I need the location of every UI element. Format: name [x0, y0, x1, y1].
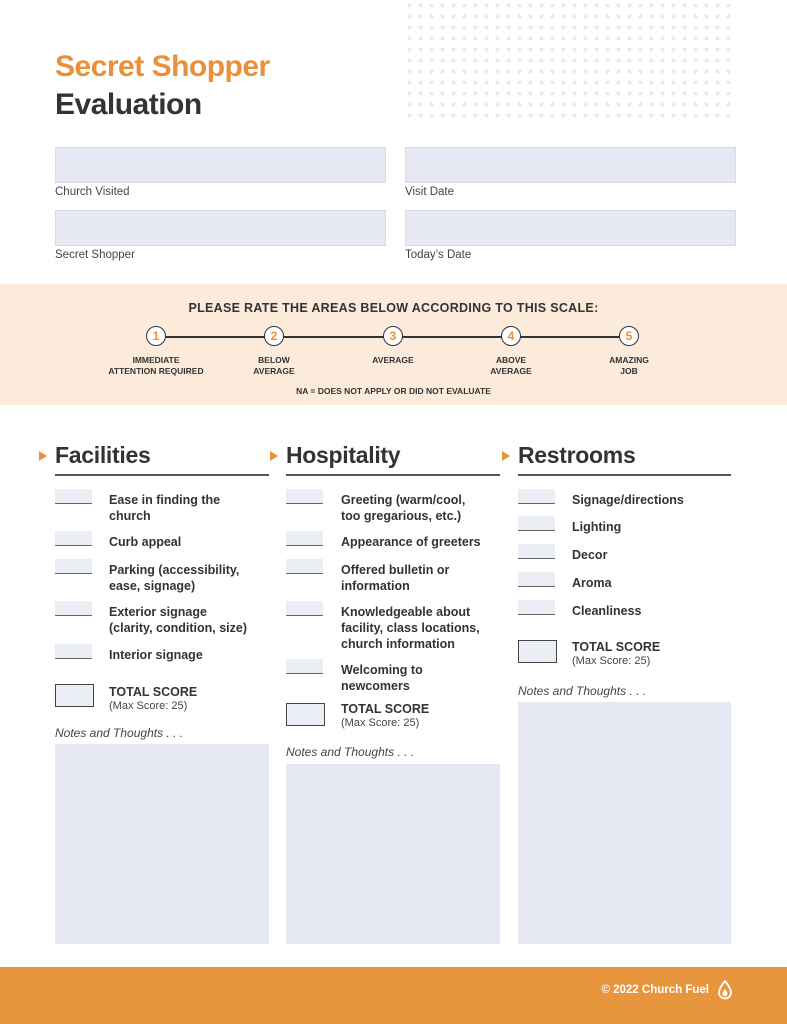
hospitality-total-score-label: TOTAL SCORE [341, 702, 430, 716]
hospitality-arrow-icon [270, 451, 278, 461]
restrooms-total-score-box[interactable] [518, 640, 557, 663]
scale-label-2-line2: AVERAGE [253, 366, 295, 376]
facilities-total-score-label: TOTAL SCORE [109, 685, 198, 699]
rating-scale-heading: PLEASE RATE THE AREAS BELOW ACCORDING TO THIS SCALE: [188, 301, 599, 315]
hospitality-score-blank-3[interactable] [286, 559, 323, 574]
hospitality-score-blank-5[interactable] [286, 659, 323, 674]
hospitality-item-5 [341, 662, 423, 694]
scale-label-3-line1: AVERAGE [372, 355, 414, 365]
hospitality-rule [286, 474, 500, 476]
scale-label-1-line1: IMMEDIATE [132, 355, 180, 365]
visit-date-input[interactable] [405, 147, 736, 183]
restrooms-item-3: Decor [572, 548, 608, 562]
hospitality-score-blank-4[interactable] [286, 601, 323, 616]
hospitality-item-4 [341, 604, 480, 652]
scale-label-2-line1: BELOW [258, 355, 290, 365]
restrooms-score-blank-3[interactable] [518, 544, 555, 559]
restrooms-arrow-icon [502, 451, 510, 461]
page-title-line2: Evaluation [55, 88, 202, 121]
secret-shopper-label: Secret Shopper [55, 249, 135, 261]
facilities-max-score-label: (Max Score: 25) [109, 700, 188, 712]
facilities-notes-label: Notes and Thoughts . . . [55, 726, 184, 740]
hospitality-notes-label: Notes and Thoughts . . . [286, 745, 415, 759]
facilities-item-5: Interior signage [109, 648, 203, 662]
facilities-item-4-line1: Exterior signage [109, 605, 207, 619]
hospitality-item-5-line1: Welcoming to [341, 663, 423, 677]
hospitality-score-blank-1[interactable] [286, 489, 323, 504]
facilities-item-3-line1: Parking (accessibility, [109, 563, 240, 577]
facilities-section-title: Facilities [55, 442, 151, 468]
facilities-score-blank-3[interactable] [55, 559, 92, 574]
hospitality-item-3-line2: information [341, 579, 410, 593]
facilities-score-blank-4[interactable] [55, 601, 92, 616]
facilities-score-blank-1[interactable] [55, 489, 92, 504]
facilities-item-4 [109, 604, 247, 636]
restrooms-rule [518, 474, 731, 476]
hospitality-section-title: Hospitality [286, 442, 401, 468]
hospitality-item-1 [341, 492, 465, 524]
facilities-item-1 [109, 492, 220, 524]
facilities-score-blank-2[interactable] [55, 531, 92, 546]
scale-label-1-line2: ATTENTION REQUIRED [108, 366, 204, 376]
restrooms-item-4: Aroma [572, 576, 612, 590]
na-note: NA = DOES NOT APPLY OR DID NOT EVALUATE [296, 386, 491, 396]
facilities-score-blank-5[interactable] [55, 644, 92, 659]
hospitality-item-4-line2: facility, class locations, [341, 621, 480, 635]
flame-drop-icon [717, 980, 733, 1000]
scale-label-1 [91, 355, 221, 377]
facilities-item-2: Curb appeal [109, 535, 182, 549]
scale-label-3 [328, 355, 458, 366]
scale-label-5-line2: JOB [620, 366, 638, 376]
restrooms-score-blank-1[interactable] [518, 489, 555, 504]
facilities-arrow-icon [39, 451, 47, 461]
hospitality-item-1-line1: Greeting (warm/cool, [341, 493, 466, 507]
hospitality-item-3-line1: Offered bulletin or [341, 563, 450, 577]
restrooms-item-2: Lighting [572, 520, 622, 534]
restrooms-score-blank-4[interactable] [518, 572, 555, 587]
scale-label-5 [564, 355, 694, 377]
facilities-item-4-line2: (clarity, condition, size) [109, 621, 247, 635]
facilities-item-3 [109, 562, 239, 594]
facilities-total-score-box[interactable] [55, 684, 94, 707]
scale-label-4 [446, 355, 576, 377]
page-title-line1: Secret Shopper [55, 50, 270, 83]
todays-date-input[interactable] [405, 210, 736, 246]
scale-label-2 [209, 355, 339, 377]
hospitality-notes-box[interactable] [286, 764, 500, 944]
hospitality-item-5-line2: newcomers [341, 679, 410, 693]
facilities-item-3-line2: ease, signage) [109, 579, 196, 593]
scale-point-3: 3 [383, 326, 403, 346]
restrooms-max-score-label: (Max Score: 25) [572, 655, 651, 667]
restrooms-item-1: Signage/directions [572, 493, 684, 507]
restrooms-notes-box[interactable] [518, 702, 731, 944]
hospitality-item-4-line1: Knowledgeable about [341, 605, 471, 619]
facilities-notes-box[interactable] [55, 744, 269, 944]
visit-date-label: Visit Date [405, 186, 455, 198]
hospitality-item-2: Appearance of greeters [341, 535, 481, 549]
scale-point-2: 2 [264, 326, 284, 346]
church-visited-input[interactable] [55, 147, 386, 183]
restrooms-score-blank-2[interactable] [518, 516, 555, 531]
church-visited-label: Church Visited [55, 186, 130, 198]
restrooms-score-blank-5[interactable] [518, 600, 555, 615]
decorative-dot-pattern [404, 0, 734, 118]
facilities-item-1-line2: church [109, 509, 151, 523]
hospitality-item-4-line3: church information [341, 637, 455, 651]
hospitality-max-score-label: (Max Score: 25) [341, 717, 420, 729]
hospitality-score-blank-2[interactable] [286, 531, 323, 546]
scale-point-1: 1 [146, 326, 166, 346]
restrooms-total-score-label: TOTAL SCORE [572, 640, 661, 654]
scale-label-5-line1: AMAZING [609, 355, 649, 365]
scale-label-4-line2: AVERAGE [490, 366, 532, 376]
scale-label-4-line1: ABOVE [495, 355, 527, 365]
scale-point-4: 4 [501, 326, 521, 346]
todays-date-label: Today’s Date [405, 249, 472, 261]
facilities-item-1-line1: Ease in finding the [109, 493, 221, 507]
footer-copyright: © 2022 Church Fuel [601, 984, 709, 996]
restrooms-section-title: Restrooms [518, 442, 636, 468]
restrooms-notes-label: Notes and Thoughts . . . [518, 684, 647, 698]
secret-shopper-input[interactable] [55, 210, 386, 246]
restrooms-item-5: Cleanliness [572, 604, 642, 618]
hospitality-item-3 [341, 562, 449, 594]
hospitality-item-1-line2: too gregarious, etc.) [341, 509, 462, 523]
facilities-rule [55, 474, 269, 476]
hospitality-total-score-box[interactable] [286, 703, 325, 726]
scale-point-5: 5 [619, 326, 639, 346]
